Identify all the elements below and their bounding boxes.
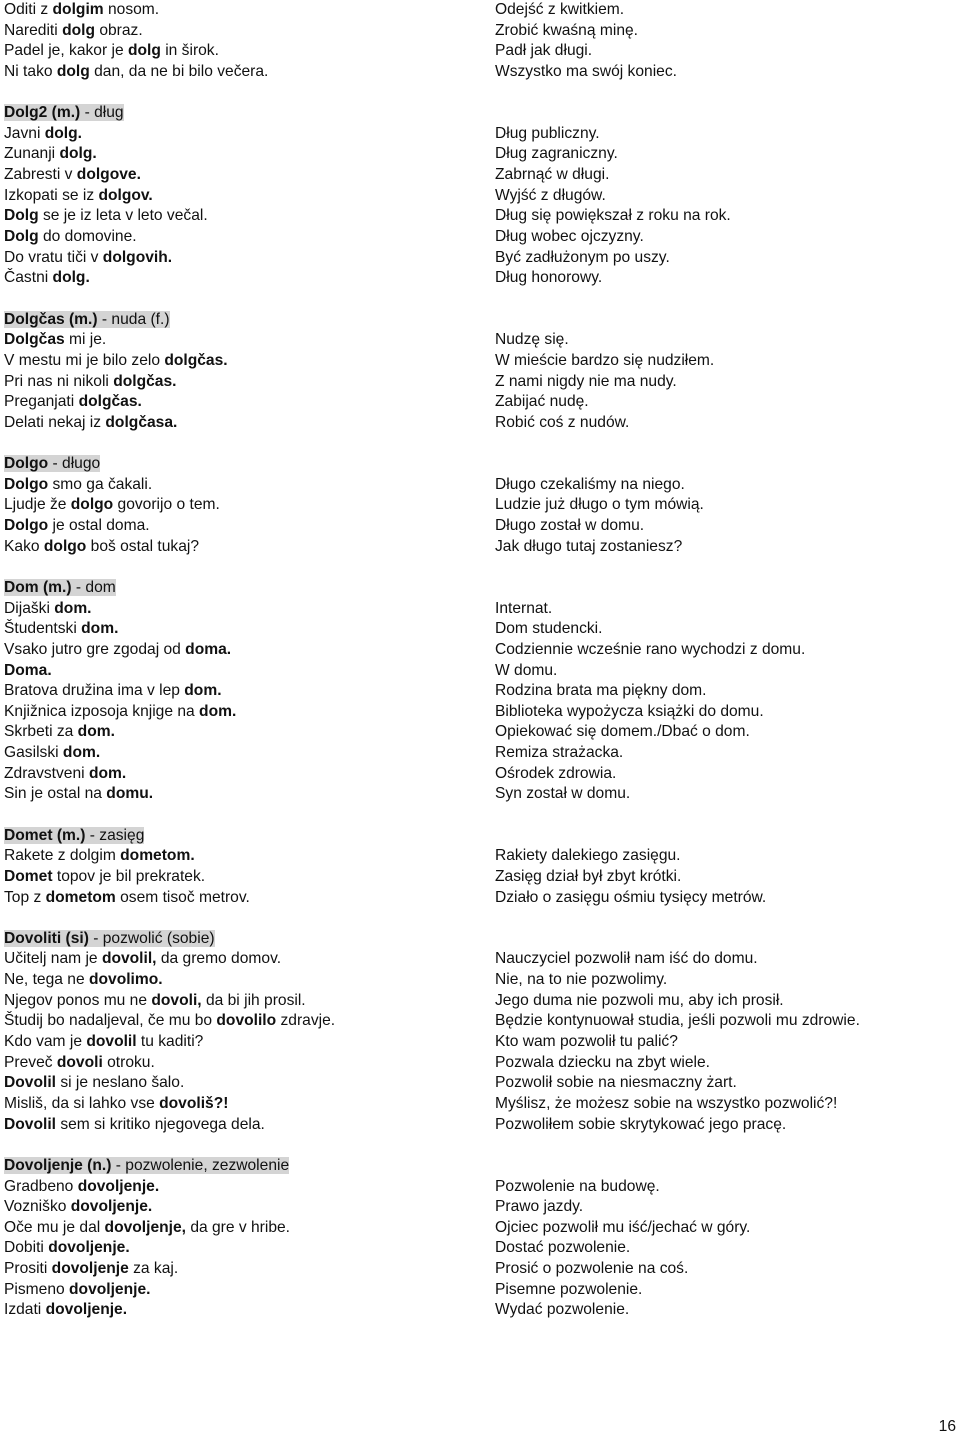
example-sentence-pl: Codziennie wcześnie rano wychodzi z domu. [495, 640, 806, 658]
blank-line [4, 557, 480, 578]
blank-line [495, 1135, 955, 1156]
keyword: dom. [62, 744, 101, 762]
text-segment: si je neslano šalo. [55, 1074, 185, 1092]
example-sentence-sl [4, 1259, 480, 1280]
example-sentence-pl: Nie, na to nie pozwolimy. [495, 971, 668, 989]
text-segment: obraz. [95, 21, 143, 39]
text-segment: Bratova družina ima v lep [4, 682, 185, 700]
text-segment: do domovine. [38, 228, 137, 246]
example-sentence-pl: Myślisz, że możesz sobie na wszystko pozwolić?! [495, 1094, 838, 1112]
example-sentence-sl [4, 1011, 480, 1032]
example-sentence-pl: Ludzie już długo o tym mówią. [495, 496, 704, 514]
text-segment: Zabresti v [4, 166, 77, 184]
example-sentence-pl: Prawo jazdy. [495, 1198, 584, 1216]
text-segment: mi je. [64, 331, 107, 349]
example-sentence-pl: Padł jak długi. [495, 42, 593, 60]
text-segment: Skrbeti za [4, 723, 78, 741]
example-sentence-sl [4, 516, 480, 537]
text-segment: Narediti [4, 21, 63, 39]
entry-heading [4, 103, 480, 124]
keyword: dolgčas. [113, 372, 177, 390]
blank-line [495, 289, 955, 310]
example-sentence-sl [4, 867, 480, 888]
keyword: dom. [77, 723, 115, 741]
text-segment: da bi jih prosil. [201, 991, 306, 1009]
entry-heading [4, 929, 480, 950]
text-segment: Gradbeno [4, 1177, 78, 1195]
keyword: Dolgo [4, 475, 49, 493]
text-segment: topov je bil prekratek. [52, 867, 206, 885]
text-segment: Zdravstveni [4, 764, 89, 782]
text-segment: Pismeno [4, 1280, 70, 1298]
text-segment: Dijaški [4, 599, 55, 617]
example-sentence-pl: Remiza strażacka. [495, 744, 624, 762]
example-sentence-pl: Pozwolił sobie na niesmaczny żart. [495, 1074, 737, 1092]
keyword: dom. [81, 620, 119, 638]
text-segment: Misliš, da si lahko vse [4, 1094, 160, 1112]
entry-heading [4, 578, 480, 599]
keyword: dom. [54, 599, 92, 617]
example-sentence-pl: Wydać pozwolenie. [495, 1301, 630, 1319]
blank-line [495, 103, 955, 124]
example-sentence-sl [4, 970, 480, 991]
text-segment: Rakete z dolgim [4, 847, 121, 865]
example-sentence-pl: Robić coś z nudów. [495, 413, 630, 431]
example-sentence-pl: Dług zagraniczny. [495, 145, 618, 163]
example-sentence-pl: Dom studencki. [495, 620, 603, 638]
example-sentence-pl: W domu. [495, 661, 558, 679]
text-segment: Vozniško [4, 1198, 71, 1216]
blank-line [4, 289, 480, 310]
example-sentence-pl: Opiekować się domem./Dbać o dom. [495, 723, 750, 741]
keyword: dovoljenje. [48, 1239, 130, 1257]
keyword: Domet [4, 867, 53, 885]
text-segment: in širok. [160, 42, 219, 60]
blank-line [495, 454, 955, 475]
keyword: doma. [185, 640, 232, 658]
text-segment: Kako [4, 537, 44, 555]
example-sentence-sl [4, 248, 480, 269]
text-segment: Pri nas ni nikoli [4, 372, 114, 390]
keyword: dovoljenje. [70, 1198, 153, 1216]
example-sentence-pl: Zrobić kwaśną minę. [495, 21, 638, 39]
text-segment: Knjižnica izposoja knjige na [4, 702, 200, 720]
example-sentence-pl: Długo został w domu. [495, 517, 645, 535]
example-sentence-pl: Nudzę się. [495, 331, 569, 349]
example-sentence-sl [4, 784, 480, 805]
text-segment: dan, da ne bi bilo večera. [89, 62, 269, 80]
example-sentence-pl: Jak długo tutaj zostaniesz? [495, 537, 683, 555]
example-sentence-sl [4, 0, 480, 21]
text-segment: da gremo domov. [156, 950, 282, 968]
example-sentence-sl [4, 124, 480, 145]
text-segment: Javni [4, 124, 45, 142]
text-segment: da gre v hribe. [186, 1218, 291, 1236]
text-segment: Sin je ostal na [4, 785, 107, 803]
keyword: dolg. [59, 145, 97, 163]
text-segment: Izkopati se iz [4, 186, 99, 204]
keyword: dolgove. [76, 166, 141, 184]
blank-line [495, 83, 955, 104]
entry-heading [4, 1156, 480, 1177]
text-segment: Dobiti [4, 1239, 49, 1257]
example-sentence-sl [4, 21, 480, 42]
example-sentence-pl: Pisemne pozwolenie. [495, 1280, 643, 1298]
keyword: dom. [88, 764, 127, 782]
keyword: Dovoliti (si) [4, 929, 89, 947]
example-sentence-pl: Nauczyciel pozwolił nam iść do domu. [495, 950, 758, 968]
example-sentence-pl: Syn został w domu. [495, 785, 631, 803]
keyword: Domet (m.) [4, 826, 86, 844]
example-sentence-sl [4, 1300, 480, 1321]
example-sentence-pl: Biblioteka wypożycza książki do domu. [495, 702, 764, 720]
example-sentence-pl: Wyjść z długów. [495, 186, 606, 204]
example-sentence-pl: Pozwolenie na budowę. [495, 1177, 660, 1195]
keyword: dolgčas. [78, 393, 142, 411]
keyword: Doma. [4, 661, 52, 679]
keyword: dolgov. [98, 186, 153, 204]
example-sentence-sl [4, 702, 480, 723]
blank-line [495, 1156, 955, 1177]
text-segment: Oditi z [4, 1, 53, 18]
text-segment: Ne, tega ne [4, 971, 89, 989]
keyword: dolg. [52, 269, 90, 287]
text-segment: - zasięg [85, 826, 145, 844]
example-sentence-sl [4, 661, 480, 682]
example-sentence-sl [4, 991, 480, 1012]
text-segment: Do vratu tiči v [4, 248, 103, 266]
text-segment: za kaj. [128, 1260, 179, 1278]
example-sentence-sl [4, 475, 480, 496]
blank-line [4, 83, 480, 104]
example-sentence-pl: Jego duma nie pozwoli mu, aby ich prosił. [495, 991, 784, 1009]
example-sentence-sl [4, 1073, 480, 1094]
blank-line [495, 908, 955, 929]
keyword: dolgo [70, 496, 114, 514]
example-sentence-sl [4, 165, 480, 186]
text-segment: smo ga čakali. [48, 475, 153, 493]
example-sentence-sl [4, 330, 480, 351]
blank-line [495, 805, 955, 826]
example-sentence-pl: Prosić o pozwolenie na coś. [495, 1260, 689, 1278]
blank-line [4, 1135, 480, 1156]
example-sentence-pl: Kto wam pozwolił tu palić? [495, 1033, 678, 1051]
keyword: Dolg [4, 207, 39, 225]
keyword: dovolilo [216, 1012, 277, 1030]
blank-line [4, 433, 480, 454]
example-sentence-sl [4, 619, 480, 640]
example-sentence-sl [4, 537, 480, 558]
keyword: dovoljenje [51, 1260, 129, 1278]
example-sentence-pl: Dług wobec ojczyzny. [495, 228, 644, 246]
example-sentence-sl [4, 186, 480, 207]
example-sentence-sl [4, 1177, 480, 1198]
keyword: dovoli [56, 1053, 103, 1071]
text-segment: - dług [80, 104, 124, 122]
keyword: dolgovih. [102, 248, 173, 266]
blank-line [495, 578, 955, 599]
example-sentence-sl [4, 722, 480, 743]
example-sentence-pl: Z nami nigdy nie ma nudy. [495, 372, 677, 390]
keyword: dovoljenje. [69, 1280, 151, 1298]
text-segment: otroku. [102, 1053, 155, 1071]
entry-heading [4, 454, 480, 475]
example-sentence-pl: Dług publiczny. [495, 124, 600, 142]
text-segment: Njegov ponos mu ne [4, 991, 152, 1009]
example-sentence-pl: Odejść z kwitkiem. [495, 1, 625, 18]
keyword: Dovoljenje (n.) [4, 1156, 112, 1174]
keyword: dovolil [86, 1033, 137, 1051]
example-sentence-pl: Dostać pozwolenie. [495, 1239, 631, 1257]
blank-line [495, 310, 955, 331]
text-segment: - pozwolenie, zezwolenie [111, 1156, 290, 1174]
keyword: dovoliš?! [159, 1094, 229, 1112]
polish-column [495, 0, 955, 1321]
keyword: dometom [45, 888, 116, 906]
keyword: dolgčas. [164, 351, 228, 369]
text-segment: - długo [48, 455, 101, 473]
keyword: domu. [106, 785, 154, 803]
text-segment: osem tisoč metrov. [115, 888, 250, 906]
keyword: dovolimo. [88, 971, 163, 989]
keyword: Dolgo [4, 455, 49, 473]
keyword: dolg. [44, 124, 82, 142]
text-segment: Vsako jutro gre zgodaj od [4, 640, 186, 658]
keyword: dometom. [120, 847, 195, 865]
text-segment: Študij bo nadaljeval, če mu bo [4, 1012, 217, 1030]
keyword: Dolg2 (m.) [4, 104, 81, 122]
example-sentence-sl [4, 1115, 480, 1136]
text-segment: - nuda (f.) [97, 310, 170, 328]
example-sentence-pl: Będzie kontynuował studia, jeśli pozwoli mu zdrowie. [495, 1012, 860, 1030]
text-segment: nosom. [103, 1, 160, 18]
example-sentence-pl: Działo o zasięgu ośmiu tysięcy metrów. [495, 888, 767, 906]
example-sentence-pl: Zabijać nudę. [495, 393, 589, 411]
entry-heading [4, 310, 480, 331]
keyword: Dom (m.) [4, 578, 72, 596]
blank-line [495, 557, 955, 578]
text-segment: Preganjati [4, 393, 79, 411]
keyword: dolg [56, 62, 90, 80]
blank-line [4, 908, 480, 929]
text-segment: Oče mu je dal [4, 1218, 105, 1236]
example-sentence-sl [4, 1280, 480, 1301]
keyword: Dolgčas (m.) [4, 310, 98, 328]
example-sentence-sl [4, 764, 480, 785]
text-segment: je ostal doma. [48, 517, 150, 535]
keyword: dovoli, [151, 991, 202, 1009]
example-sentence-sl [4, 62, 480, 83]
keyword: Dolgo [4, 517, 49, 535]
example-sentence-sl [4, 372, 480, 393]
text-segment: Ljudje že [4, 496, 71, 514]
example-sentence-pl: Dług honorowy. [495, 269, 603, 287]
keyword: dovolil, [101, 950, 157, 968]
entry-heading [4, 826, 480, 847]
keyword: dom. [184, 682, 222, 700]
text-segment: Prositi [4, 1260, 52, 1278]
keyword: Dovolil [4, 1115, 56, 1133]
keyword: dovoljenje. [77, 1177, 160, 1195]
text-segment: Zunanji [4, 145, 60, 163]
example-sentence-pl: Wszystko ma swój koniec. [495, 62, 677, 80]
keyword: Dovolil [4, 1074, 56, 1092]
example-sentence-pl: Internat. [495, 599, 553, 617]
text-segment: Top z [4, 888, 46, 906]
example-sentence-pl: Pozwala dziecku na zbyt wiele. [495, 1053, 710, 1071]
example-sentence-pl: Zasięg dział był zbyt krótki. [495, 867, 682, 885]
example-sentence-sl [4, 1218, 480, 1239]
example-sentence-sl [4, 144, 480, 165]
text-segment: Izdati [4, 1301, 46, 1319]
example-sentence-sl [4, 495, 480, 516]
text-segment: tu kaditi? [136, 1033, 204, 1051]
blank-line [495, 929, 955, 950]
example-sentence-sl [4, 1053, 480, 1074]
example-sentence-pl: W mieście bardzo się nudziłem. [495, 351, 715, 369]
example-sentence-pl: Rakiety dalekiego zasięgu. [495, 847, 681, 865]
text-segment: govorijo o tem. [113, 496, 220, 514]
example-sentence-sl [4, 1238, 480, 1259]
example-sentence-sl [4, 206, 480, 227]
text-segment: Častni [4, 269, 53, 287]
keyword: dolgčasa. [105, 413, 178, 431]
example-sentence-sl [4, 640, 480, 661]
example-sentence-sl [4, 888, 480, 909]
example-sentence-sl [4, 413, 480, 434]
example-sentence-sl [4, 743, 480, 764]
text-segment: V mestu mi je bilo zelo [4, 351, 165, 369]
blank-line [495, 826, 955, 847]
example-sentence-sl [4, 41, 480, 62]
example-sentence-pl: Pozwoliłem sobie skrytykować jego pracę. [495, 1115, 787, 1133]
blank-line [495, 433, 955, 454]
page-number: 16 [938, 1418, 956, 1435]
example-sentence-sl [4, 1032, 480, 1053]
text-segment: Delati nekaj iz [4, 413, 106, 431]
text-segment: Gasilski [4, 744, 63, 762]
text-segment: se je iz leta v leto večal. [38, 207, 208, 225]
example-sentence-sl [4, 268, 480, 289]
keyword: dolgim [52, 1, 104, 18]
text-segment: Kdo vam je [4, 1033, 87, 1051]
example-sentence-sl [4, 846, 480, 867]
example-sentence-pl: Ośrodek zdrowia. [495, 764, 617, 782]
example-sentence-sl [4, 392, 480, 413]
keyword: dovoljenje, [104, 1218, 186, 1236]
text-segment: sem si kritiko njegovega dela. [55, 1115, 265, 1133]
example-sentence-pl: Rodzina brata ma piękny dom. [495, 682, 707, 700]
example-sentence-pl: Ojciec pozwolił mu iść/jechać w góry. [495, 1218, 751, 1236]
text-segment: Ni tako [4, 62, 57, 80]
example-sentence-pl: Zabrnąć w długi. [495, 166, 610, 184]
example-sentence-sl [4, 599, 480, 620]
text-segment: - dom [71, 578, 116, 596]
keyword: Dolg [4, 228, 39, 246]
example-sentence-sl [4, 681, 480, 702]
keyword: dolg [127, 42, 161, 60]
keyword: dom. [199, 702, 237, 720]
example-sentence-pl: Dług się powiększał z roku na rok. [495, 207, 731, 225]
example-sentence-pl: Długo czekaliśmy na niego. [495, 475, 685, 493]
keyword: dovoljenje. [45, 1301, 128, 1319]
text-segment: - pozwolić (sobie) [88, 929, 215, 947]
keyword: Dolgčas [4, 331, 65, 349]
keyword: dolgo [43, 537, 87, 555]
example-sentence-pl: Być zadłużonym po uszy. [495, 248, 670, 266]
text-segment: boš ostal tukaj? [86, 537, 200, 555]
example-sentence-sl [4, 227, 480, 248]
text-segment: Učitelj nam je [4, 950, 102, 968]
text-segment: zdravje. [276, 1012, 336, 1030]
text-segment: Študentski [4, 620, 82, 638]
example-sentence-sl [4, 1094, 480, 1115]
keyword: dolg [62, 21, 95, 39]
slovene-column [4, 0, 480, 1321]
example-sentence-sl [4, 351, 480, 372]
example-sentence-sl [4, 1197, 480, 1218]
blank-line [4, 805, 480, 826]
text-segment: Padel je, kakor je [4, 42, 128, 60]
text-segment: Preveč [4, 1053, 57, 1071]
example-sentence-sl [4, 949, 480, 970]
